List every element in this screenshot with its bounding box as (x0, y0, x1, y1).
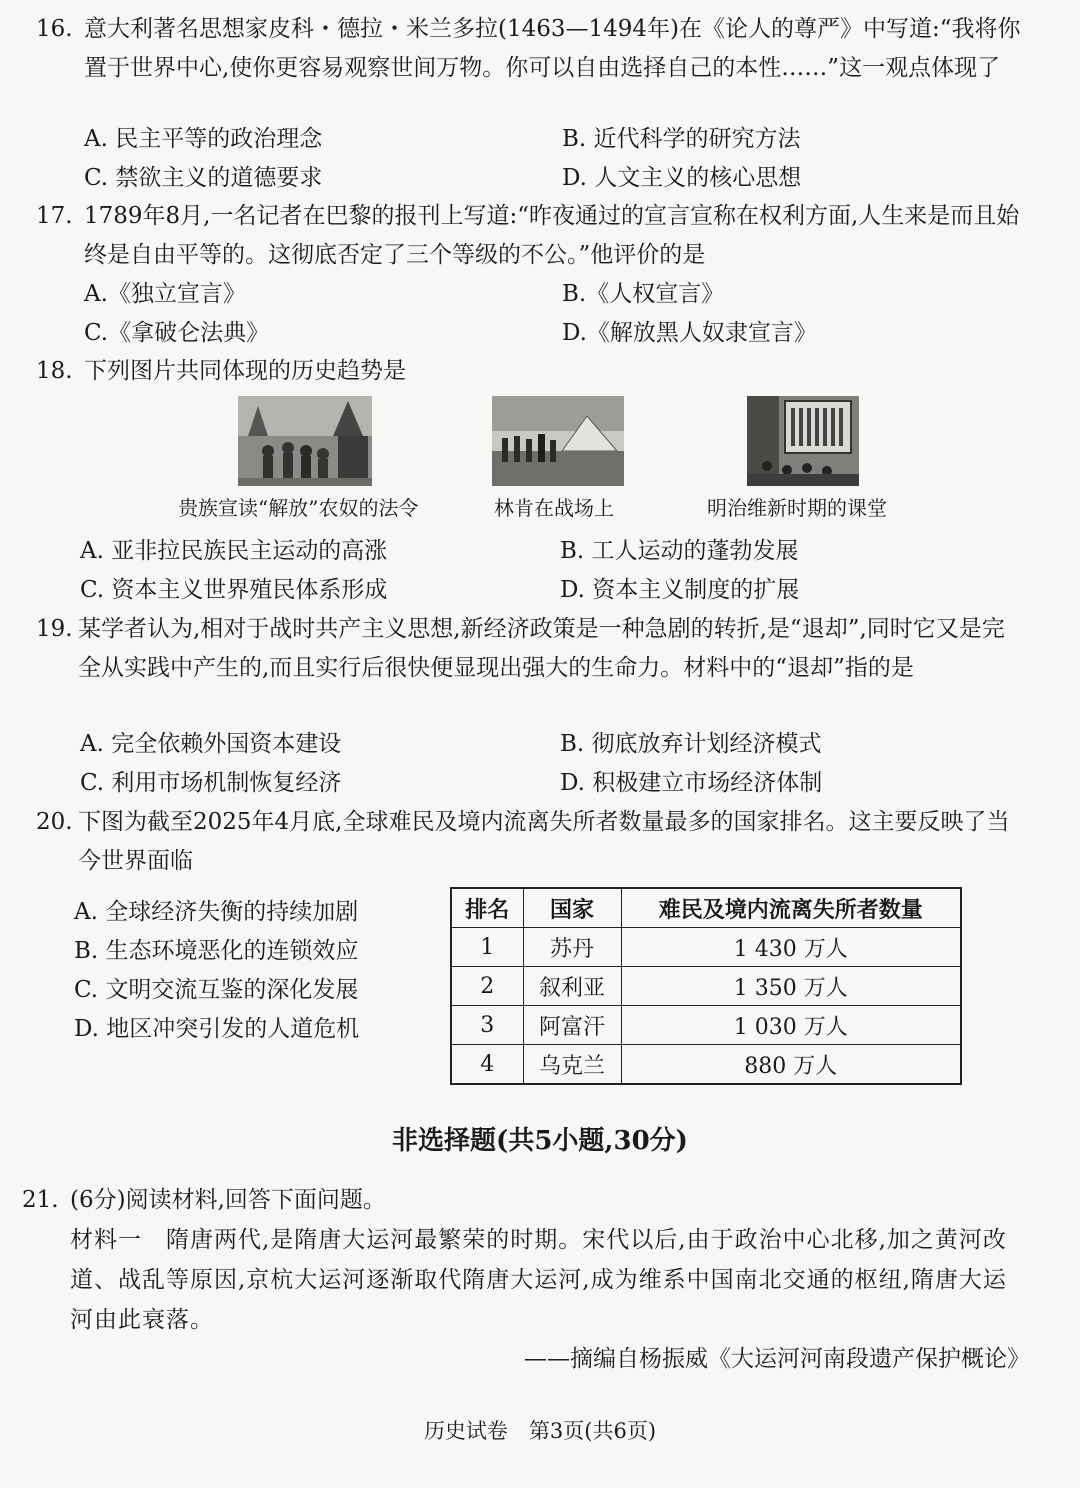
option-b: B. 近代科学的研究方法 (562, 126, 801, 152)
question-number: 16. (36, 16, 73, 42)
table-row (451, 1006, 961, 1045)
cell-country: 叙利亚 (523, 967, 621, 1006)
table-row (451, 1045, 961, 1085)
option-d: D. 资本主义制度的扩展 (560, 577, 800, 603)
question-stem: (6分)阅读材料,回答下面问题。 (70, 1187, 386, 1213)
table-header-row (451, 888, 961, 928)
figure-meiji-classroom (707, 396, 887, 520)
option-c: C. 文明交流互鉴的深化发展 (74, 977, 359, 1003)
question-17 (36, 197, 1026, 275)
figure-caption: 明治维新时期的课堂 (707, 496, 887, 520)
question-stem: 下列图片共同体现的历史趋势是 (84, 358, 406, 384)
photo-image (492, 396, 624, 486)
question-stem: 下图为截至2025年4月底,全球难民及境内流离失所者数量最多的国家排名。这主要反映了当今世界面临 (78, 809, 1010, 874)
cell-count: 1 350 万人 (621, 967, 961, 1006)
option-b: B. 工人运动的蓬勃发展 (560, 538, 799, 564)
engraving-image (238, 396, 372, 486)
option-a: A. 亚非拉民族民主运动的高涨 (80, 538, 388, 564)
question-number: 18. (36, 358, 73, 384)
question-number: 21. (22, 1187, 59, 1213)
question-stem: 1789年8月,一名记者在巴黎的报刊上写道:“昨夜通过的宣言宣称在权利方面,人生来是而且始终是自由平等的。这彻底否定了三个等级的不公。”他评价的是 (84, 203, 1020, 268)
option-d: D. 地区冲突引发的人道危机 (74, 1016, 360, 1042)
question-number: 19. (36, 616, 73, 642)
question-21 (22, 1181, 1012, 1220)
header-rank: 排名 (451, 888, 523, 928)
section-title: 非选择题(共5小题,30分) (392, 1126, 688, 1156)
header-count: 难民及境内流离失所者数量 (621, 888, 961, 928)
option-a: A. 民主平等的政治理念 (84, 126, 323, 152)
cell-count: 880 万人 (621, 1045, 961, 1085)
option-b: B. 生态环境恶化的连锁效应 (74, 938, 359, 964)
page-footer: 历史试卷 第3页(共6页) (423, 1419, 657, 1443)
cell-count: 1 030 万人 (621, 1006, 961, 1045)
question-16 (36, 10, 1026, 88)
option-b: B.《人权宣言》 (562, 281, 725, 307)
cell-count: 1 430 万人 (621, 928, 961, 967)
option-b: B. 彻底放弃计划经济模式 (560, 731, 822, 757)
cell-rank: 3 (451, 1006, 523, 1045)
option-c: C. 禁欲主义的道德要求 (84, 165, 323, 191)
question-stem: 某学者认为,相对于战时共产主义思想,新经济政策是一种急剧的转折,是“退却”,同时它又是完全从实践中产生的,而且实行后很快便显现出强大的生命力。材料中的“退却”指的是 (78, 616, 1005, 681)
table-row (451, 967, 961, 1006)
option-a: A. 全球经济失衡的持续加剧 (74, 899, 359, 925)
cell-country: 乌克兰 (523, 1045, 621, 1085)
option-c: C. 资本主义世界殖民体系形成 (80, 577, 388, 603)
table-row (451, 928, 961, 967)
cell-country: 阿富汗 (523, 1006, 621, 1045)
refugee-ranking-table (450, 887, 962, 1085)
question-number: 17. (36, 203, 73, 229)
option-d: D. 人文主义的核心思想 (562, 165, 802, 191)
question-18 (36, 352, 1026, 391)
material-one: 材料一 隋唐两代,是隋唐大运河最繁荣的时期。宋代以后,由于政治中心北移,加之黄河改道、战乱等原因,京杭大运河逐渐取代隋唐大运河,成为维系中国南北交通的枢纽,隋唐大运河由此衰落。 (70, 1227, 1007, 1333)
figure-lincoln-battlefield (492, 396, 624, 520)
question-20 (36, 803, 1026, 881)
cell-rank: 1 (451, 928, 523, 967)
cell-rank: 4 (451, 1045, 523, 1085)
option-a: A.《独立宣言》 (84, 281, 246, 307)
figure-caption: 林肯在战场上 (494, 496, 614, 520)
question-19 (36, 610, 1026, 688)
option-c: C.《拿破仑法典》 (84, 320, 270, 346)
cell-country: 苏丹 (523, 928, 621, 967)
option-d: D.《解放黑人奴隶宣言》 (562, 320, 817, 346)
figure-caption: 贵族宣读“解放”农奴的法令 (178, 496, 419, 520)
question-stem: 意大利著名思想家皮科・德拉・米兰多拉(1463—1494年)在《论人的尊严》中写道:“我将你置于世界中心,使你更容易观察世间万物。你可以自由选择自己的本性……”这一观点体现了 (84, 16, 1021, 81)
header-country: 国家 (523, 888, 621, 928)
photo-image (747, 396, 859, 486)
question-number: 20. (36, 809, 73, 835)
option-c: C. 利用市场机制恢复经济 (80, 770, 342, 796)
cell-rank: 2 (451, 967, 523, 1006)
figure-serf-emancipation (178, 396, 419, 520)
option-d: D. 积极建立市场经济体制 (560, 770, 823, 796)
option-a: A. 完全依赖外国资本建设 (80, 731, 342, 757)
material-source: ——摘编自杨振威《大运河河南段遗产保护概论》 (524, 1346, 1030, 1372)
figure-row (0, 396, 1080, 526)
